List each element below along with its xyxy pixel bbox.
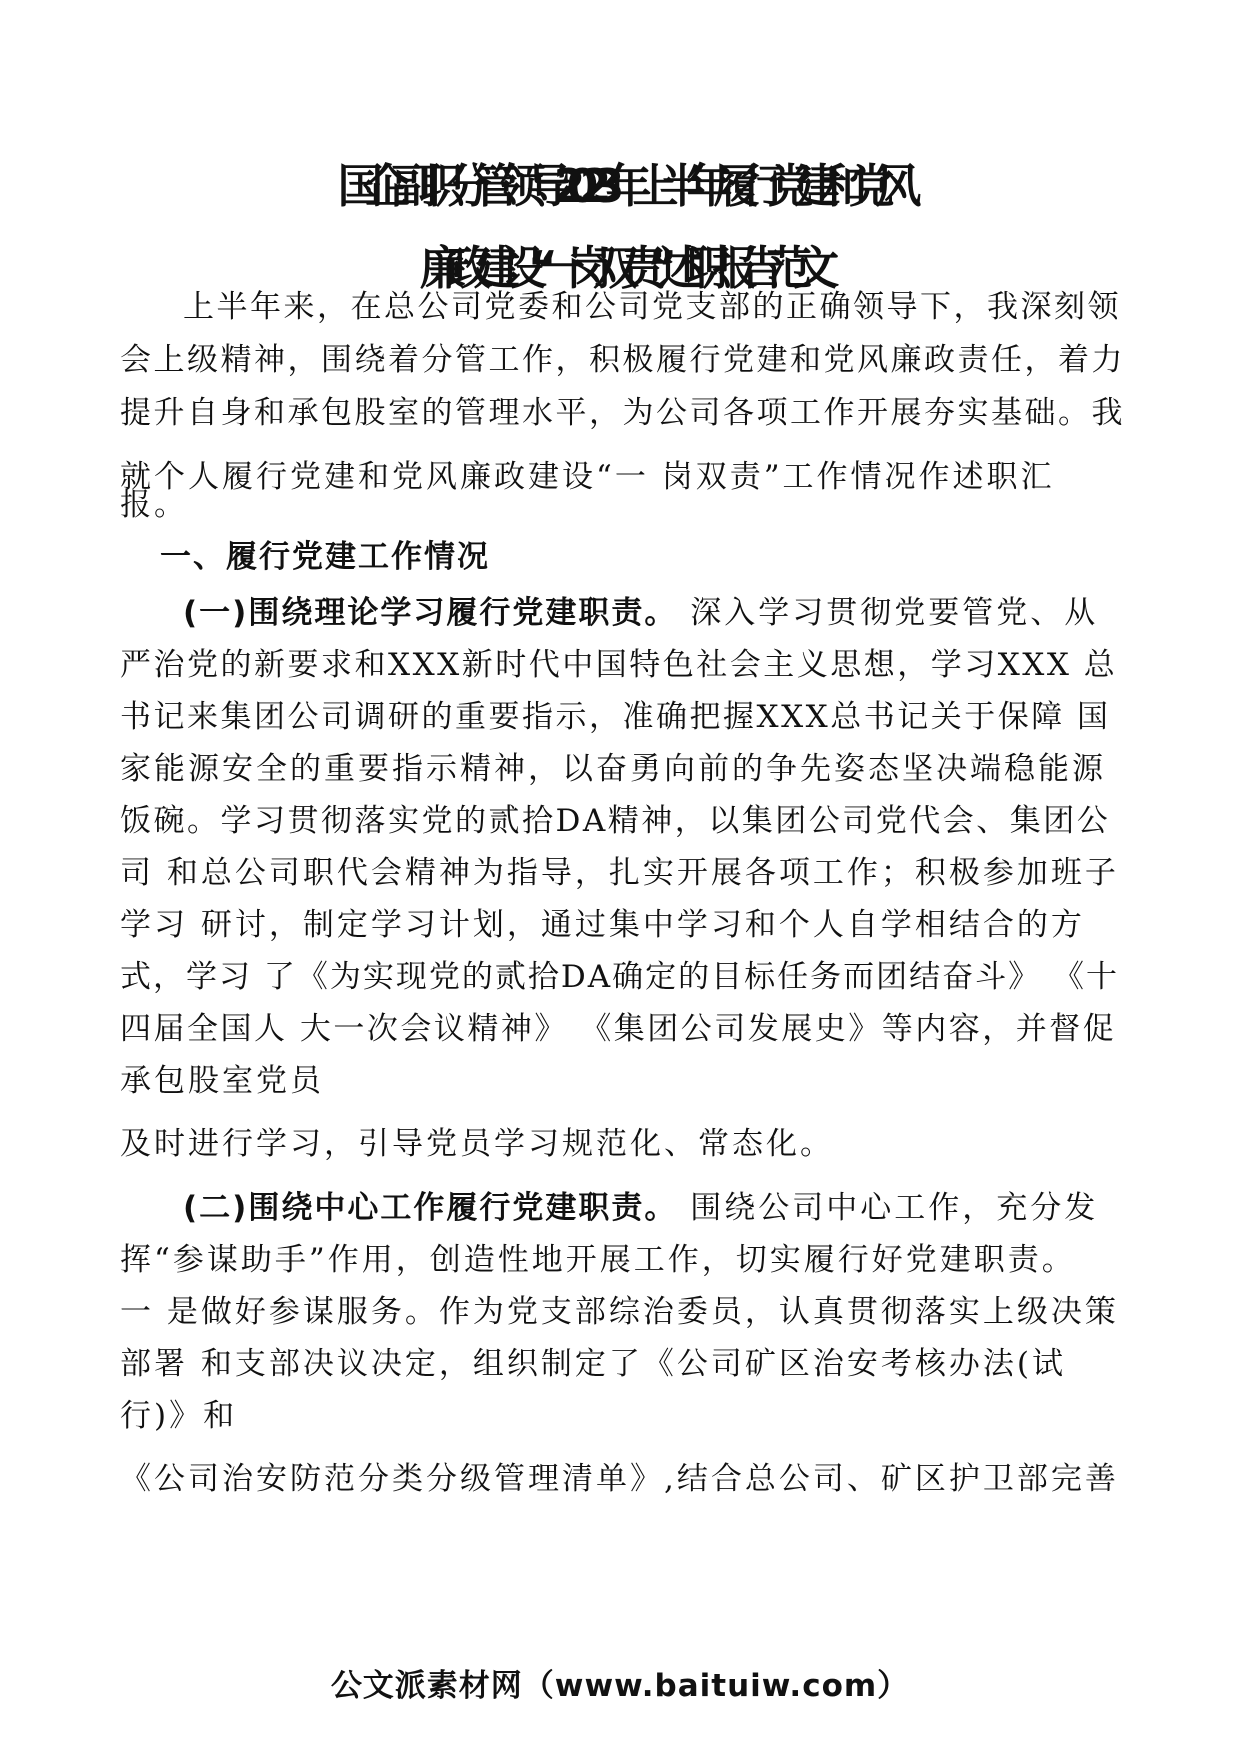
section-heading: 一、履行党建工作情况 [160,539,490,575]
subsection-label: (一)围绕理论学习履行党建职责。 [183,595,678,631]
paragraph-line: 家能源安全的重要指示精神，以奋勇向前的争先姿态坚决端稳能源 [120,751,1106,787]
paragraph-text: 深入学习贯彻党要管党、从 [677,595,1099,631]
document-title-line-2: 廉政建设“一岗双责”述职报告范文 [419,241,821,295]
paragraph-line: 学习 研讨，制定学习计划，通过集中学习和个人自学相结合的方 [120,907,1085,943]
paragraph-line: 式，学习 了《为实现党的贰拾DA确定的目标任务而团结奋斗》 《十 [120,959,1119,995]
document-title-line-1: 国企副职分管领导2023年上半年履行党建和党风 [337,159,903,213]
paragraph-first-line [183,1188,1098,1228]
paragraph-line: 书记来集团公司调研的重要指示，准确把握XXX总书记关于保障 国 [120,699,1111,735]
paragraph-line: 一 是做好参谋服务。作为党支部综治委员，认真贯彻落实上级决策 [120,1294,1119,1330]
paragraph-line: 部署 和支部决议决定，组织制定了《公司矿区治安考核办法(试 [120,1346,1066,1382]
paragraph-line: 饭碗。学习贯彻落实党的贰拾DA精神，以集团公司党代会、集团公 [120,803,1111,839]
paragraph-line: 及时进行学习，引导党员学习规范化、常态化。 [120,1126,834,1162]
subsection-label: (二)围绕中心工作履行党建职责。 [183,1190,678,1226]
paragraph-line: 承包股室党员 [120,1063,324,1099]
paragraph-line: 司 和总公司职代会精神为指导，扎实开展各项工作；积极参加班子 [120,855,1119,891]
paragraph-text: 围绕公司中心工作，充分发 [677,1190,1099,1226]
intro-line: 上半年来，在总公司党委和公司党支部的正确领导下，我深刻领 [183,289,1121,325]
intro-line: 报。 [120,487,188,523]
paragraph-line: 《公司治安防范分类分级管理清单》,结合总公司、矿区护卫部完善 [120,1461,1119,1497]
paragraph-line: 严治党的新要求和XXX新时代中国特色社会主义思想，学习XXX 总 [120,647,1118,683]
intro-line: 就个人履行党建和党风廉政建设“一 岗双责”工作情况作述职汇 [120,459,1055,495]
intro-line: 会上级精神，围绕着分管工作，积极履行党建和党风廉政责任，着力 [120,342,1125,378]
paragraph-first-line [183,593,1098,633]
paragraph-line: 行)》和 [120,1398,238,1434]
paragraph-line: 挥“参谋助手”作用，创造性地开展工作，切实履行好党建职责。 [120,1242,1076,1278]
footer-watermark: 公文派素材网（www.baituiw.com） [330,1668,910,1704]
paragraph-line: 四届全国人 大一次会议精神》 《集团公司发展史》等内容，并督促 [120,1011,1117,1047]
intro-line: 提升自身和承包股室的管理水平，为公司各项工作开展夯实基础。我 [120,395,1125,431]
